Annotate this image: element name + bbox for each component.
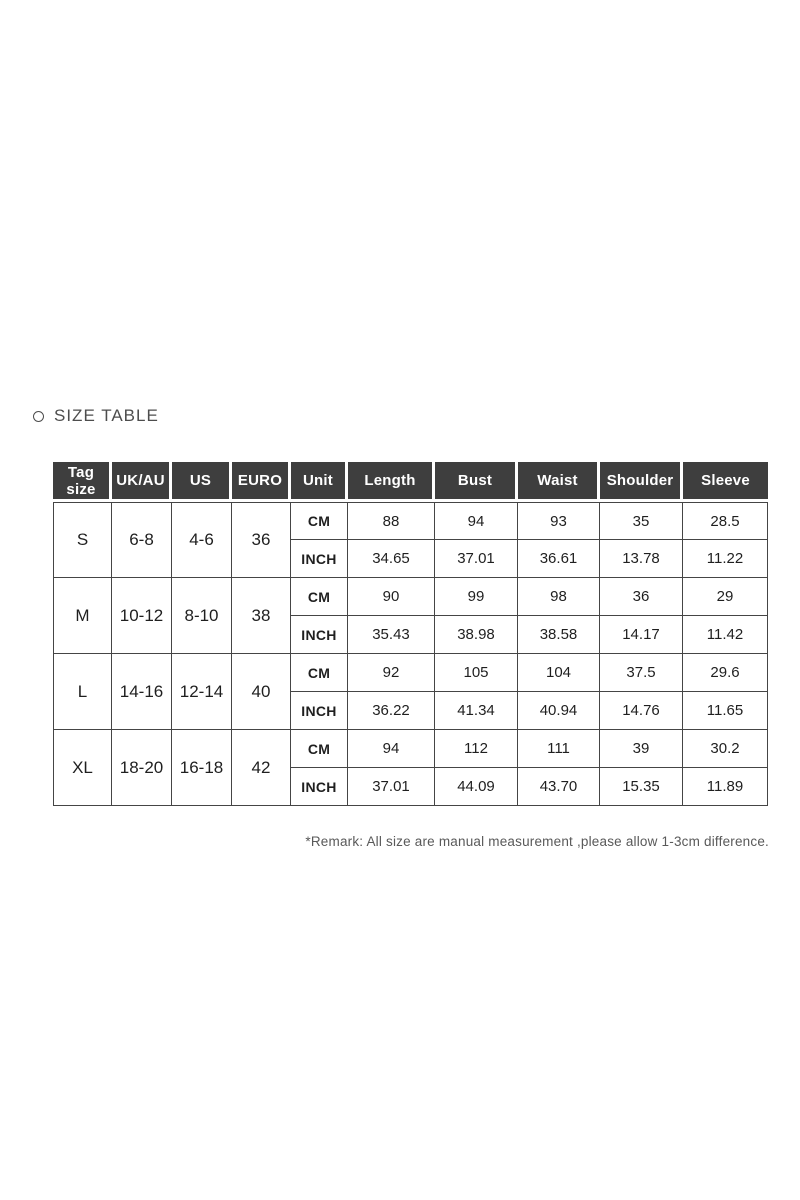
column-header: EURO <box>232 462 291 502</box>
tag-size-cell: L <box>53 654 112 730</box>
unit-cm-cell: CM <box>291 578 348 616</box>
measurement-cell: 111 <box>518 730 600 768</box>
column-header: Bust <box>435 462 518 502</box>
measurement-cell: 38.98 <box>435 616 518 654</box>
column-header: Shoulder <box>600 462 683 502</box>
us-cell: 12-14 <box>172 654 232 730</box>
measurement-cell: 94 <box>435 502 518 540</box>
measurement-cell: 11.65 <box>683 692 768 730</box>
remark-text: *Remark: All size are manual measurement ,please allow 1-3cm difference. <box>305 834 769 849</box>
column-header: Sleeve <box>683 462 768 502</box>
unit-inch-cell: INCH <box>291 692 348 730</box>
column-header: Tag size <box>53 462 112 502</box>
measurement-cell: 35 <box>600 502 683 540</box>
measurement-cell: 112 <box>435 730 518 768</box>
uk-au-cell: 14-16 <box>112 654 172 730</box>
us-cell: 16-18 <box>172 730 232 806</box>
measurement-cell: 104 <box>518 654 600 692</box>
euro-cell: 38 <box>232 578 291 654</box>
measurement-cell: 39 <box>600 730 683 768</box>
measurement-cell: 36 <box>600 578 683 616</box>
table-row <box>53 578 768 616</box>
measurement-cell: 105 <box>435 654 518 692</box>
table-header-row <box>53 462 768 502</box>
measurement-cell: 15.35 <box>600 768 683 806</box>
column-header: US <box>172 462 232 502</box>
tag-size-cell: XL <box>53 730 112 806</box>
measurement-cell: 29.6 <box>683 654 768 692</box>
column-header: UK/AU <box>112 462 172 502</box>
table-row <box>53 730 768 768</box>
us-cell: 4-6 <box>172 502 232 578</box>
euro-cell: 36 <box>232 502 291 578</box>
unit-inch-cell: INCH <box>291 616 348 654</box>
table-body <box>53 502 768 806</box>
measurement-cell: 43.70 <box>518 768 600 806</box>
measurement-cell: 37.01 <box>435 540 518 578</box>
measurement-cell: 37.01 <box>348 768 435 806</box>
size-table <box>53 462 768 806</box>
table-row <box>53 654 768 692</box>
measurement-cell: 30.2 <box>683 730 768 768</box>
measurement-cell: 36.61 <box>518 540 600 578</box>
column-header: Unit <box>291 462 348 502</box>
section-title <box>33 406 159 426</box>
euro-cell: 42 <box>232 730 291 806</box>
measurement-cell: 38.58 <box>518 616 600 654</box>
unit-cm-cell: CM <box>291 654 348 692</box>
measurement-cell: 88 <box>348 502 435 540</box>
uk-au-cell: 10-12 <box>112 578 172 654</box>
uk-au-cell: 6-8 <box>112 502 172 578</box>
measurement-cell: 92 <box>348 654 435 692</box>
measurement-cell: 13.78 <box>600 540 683 578</box>
measurement-cell: 11.42 <box>683 616 768 654</box>
column-header: Length <box>348 462 435 502</box>
measurement-cell: 11.22 <box>683 540 768 578</box>
measurement-cell: 11.89 <box>683 768 768 806</box>
tag-size-cell: M <box>53 578 112 654</box>
measurement-cell: 14.17 <box>600 616 683 654</box>
size-table-container <box>53 462 768 806</box>
measurement-cell: 14.76 <box>600 692 683 730</box>
uk-au-cell: 18-20 <box>112 730 172 806</box>
circle-bullet-icon <box>33 411 44 422</box>
unit-cm-cell: CM <box>291 502 348 540</box>
measurement-cell: 35.43 <box>348 616 435 654</box>
unit-cm-cell: CM <box>291 730 348 768</box>
unit-inch-cell: INCH <box>291 768 348 806</box>
euro-cell: 40 <box>232 654 291 730</box>
measurement-cell: 29 <box>683 578 768 616</box>
measurement-cell: 94 <box>348 730 435 768</box>
measurement-cell: 93 <box>518 502 600 540</box>
section-title-text: SIZE TABLE <box>54 406 159 425</box>
measurement-cell: 98 <box>518 578 600 616</box>
unit-inch-cell: INCH <box>291 540 348 578</box>
measurement-cell: 37.5 <box>600 654 683 692</box>
column-header: Waist <box>518 462 600 502</box>
tag-size-cell: S <box>53 502 112 578</box>
measurement-cell: 28.5 <box>683 502 768 540</box>
measurement-cell: 90 <box>348 578 435 616</box>
measurement-cell: 36.22 <box>348 692 435 730</box>
us-cell: 8-10 <box>172 578 232 654</box>
measurement-cell: 40.94 <box>518 692 600 730</box>
measurement-cell: 99 <box>435 578 518 616</box>
measurement-cell: 41.34 <box>435 692 518 730</box>
table-row <box>53 502 768 540</box>
measurement-cell: 44.09 <box>435 768 518 806</box>
measurement-cell: 34.65 <box>348 540 435 578</box>
